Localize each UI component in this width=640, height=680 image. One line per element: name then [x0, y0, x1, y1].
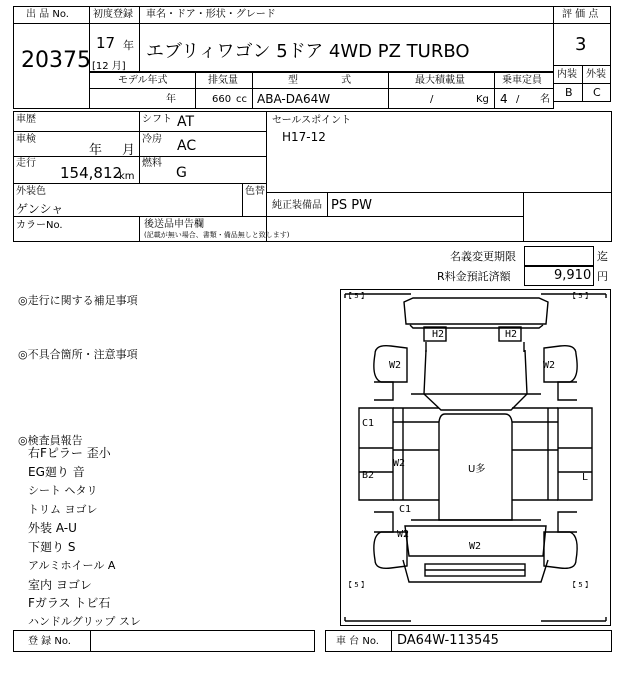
damage-mark: W2	[469, 541, 482, 552]
sales-point-label: セールスポイント	[272, 115, 352, 126]
displacement-label: 排気量	[208, 75, 238, 86]
score-label: 評 価 点	[562, 9, 599, 20]
tire-label-fl: 【 5 】	[345, 292, 368, 300]
max-load-label: 最大積載量	[415, 75, 465, 86]
remark-line: 右Fピラー 歪小	[28, 446, 111, 460]
kg-unit: Kg	[476, 94, 489, 105]
interior-label: 内装	[557, 69, 577, 80]
repaint-label: 色替	[245, 186, 265, 197]
exterior-grade: C	[593, 86, 601, 99]
damage-diagram	[340, 289, 611, 626]
ac: AC	[177, 138, 197, 154]
remark-line: ハンドルグリップ スレ	[28, 615, 141, 628]
name-change-unit: 迄	[597, 250, 608, 263]
equipment-label: 純正装備品	[272, 200, 322, 211]
remark-line: EG廻り 音	[28, 465, 85, 479]
capacity-label: 乗車定員	[502, 75, 542, 86]
tire-label-fr: 【 5 】	[569, 292, 592, 300]
equipment: PS PW	[331, 198, 372, 213]
color-no-label: カラーNo.	[16, 220, 63, 231]
name-change-field	[524, 246, 594, 266]
remark-line: Fガラス トビ石	[28, 596, 111, 610]
capacity-unit: 名	[540, 94, 550, 105]
displacement: 660	[212, 94, 232, 105]
yen-unit: 円	[597, 270, 608, 283]
interior-grade: B	[565, 86, 573, 99]
sales-point: H17-12	[282, 130, 326, 144]
capacity-slash: /	[516, 94, 520, 105]
damage-mark: C1	[362, 418, 375, 429]
car-outline	[341, 290, 610, 625]
chassis-no: DA64W-113545	[397, 633, 499, 648]
type-label: 型 式	[288, 75, 352, 86]
mileage-label: 走行	[16, 158, 36, 169]
recycle-label: R料金預託済額	[437, 270, 511, 283]
first-reg-year-unit: 年	[123, 39, 134, 52]
damage-mark: C1	[399, 504, 412, 515]
inspection-label: 車検	[16, 134, 36, 145]
running-remarks-label: ◎走行に関する補足事項	[18, 294, 138, 307]
defects-label: ◎不具合箇所・注意事項	[18, 348, 138, 361]
exterior-label: 外装	[586, 69, 606, 80]
remark-line: 下廻り S	[28, 540, 76, 554]
damage-mark: H2	[505, 329, 518, 340]
load-slash: /	[430, 94, 434, 105]
remark-line: トリム ヨゴレ	[28, 503, 98, 516]
capacity: 4	[500, 92, 508, 106]
damage-mark: U多	[468, 464, 486, 475]
remark-line: 外装 A-U	[28, 521, 77, 535]
first-reg-label: 初度登録	[93, 9, 133, 20]
inspection-month: 月	[122, 143, 136, 158]
inspection-year: 年	[89, 143, 103, 158]
lot-no: 20375	[21, 48, 91, 73]
mileage: 154,812	[60, 164, 123, 182]
shift: AT	[177, 114, 195, 130]
reg-no-label: 登 録 No.	[28, 636, 71, 647]
damage-mark: L	[582, 472, 589, 483]
inspector-label: ◎検査員報告	[18, 434, 83, 447]
tire-label-rr: 【 5 】	[569, 581, 592, 589]
shift-label: シフト	[142, 114, 172, 125]
lot-no-label: 出 品 No.	[26, 9, 69, 20]
chassis-no-label: 車 台 No.	[336, 636, 379, 647]
name-change-label: 名義変更期限	[450, 250, 516, 263]
fuel-label: 燃料	[142, 158, 162, 169]
damage-mark: H2	[432, 329, 445, 340]
damage-mark: W2	[543, 360, 556, 371]
history-label: 車歴	[16, 114, 36, 125]
fuel: G	[176, 165, 187, 181]
model-year-label: モデル年式	[118, 75, 168, 86]
car-name: エブリィワゴン 5ドア 4WD PZ TURBO	[146, 41, 470, 62]
recycle-amount: 9,910	[554, 268, 592, 283]
type-code: ABA-DA64W	[257, 92, 331, 106]
ac-label: 冷房	[142, 134, 162, 145]
docs-label: 後送品申告欄	[144, 219, 204, 230]
damage-mark: W2	[389, 360, 402, 371]
damage-mark: B2	[362, 470, 375, 481]
remark-line: シート ヘタリ	[28, 484, 98, 497]
first-reg-month: [12 月]	[92, 61, 126, 72]
tire-label-rl: 【 5 】	[345, 581, 368, 589]
color: ゲンシャ	[16, 202, 64, 216]
cc-unit: cc	[236, 94, 247, 105]
score: 3	[575, 34, 587, 55]
car-name-label: 車名・ドア・形状・グレード	[146, 9, 276, 20]
km-unit: km	[119, 171, 135, 182]
color-label: 外装色	[16, 186, 46, 197]
model-year-unit: 年	[166, 94, 176, 105]
docs-note: (記載が無い場合、書類・備品無しと致します)	[144, 231, 290, 239]
damage-mark: W2	[397, 529, 410, 540]
remark-line: 室内 ヨゴレ	[28, 578, 92, 592]
first-reg-year: 17	[96, 34, 116, 52]
remark-line: アルミホイール A	[28, 559, 116, 572]
damage-mark: W2	[393, 458, 406, 469]
